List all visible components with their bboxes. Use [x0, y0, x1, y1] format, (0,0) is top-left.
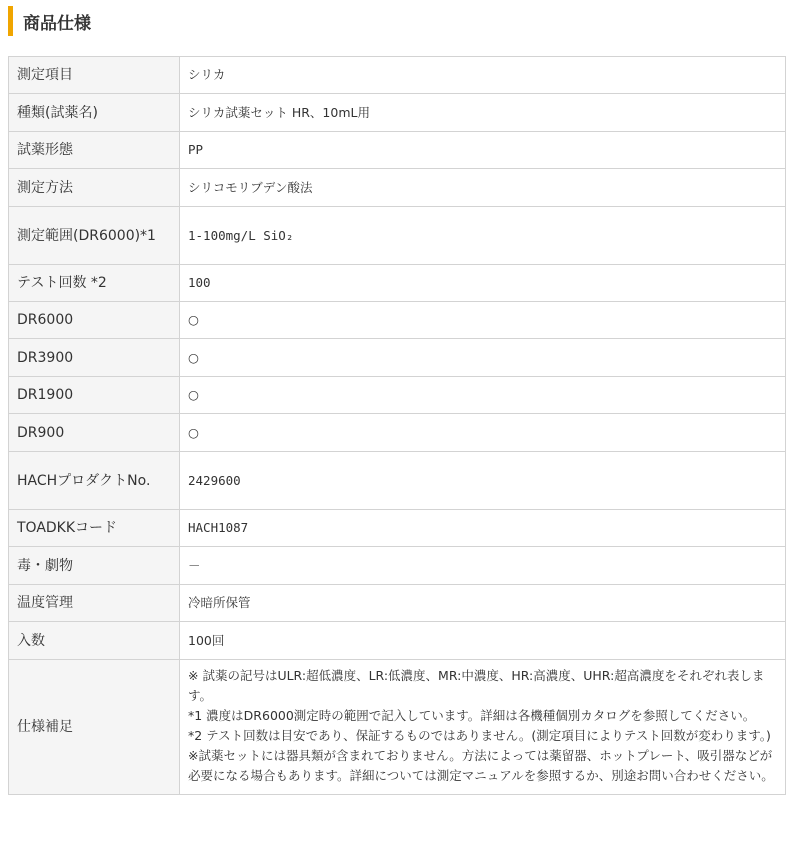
row-value: ○	[180, 339, 786, 377]
table-row	[9, 414, 786, 452]
row-value: 冷暗所保管	[180, 585, 786, 622]
row-value: ○	[180, 302, 786, 339]
row-label: 温度管理	[9, 585, 180, 622]
note-line: *1 濃度はDR6000測定時の範囲で記入しています。詳細は各機種個別カタログを参照してください。	[188, 708, 756, 723]
note-line: ※試薬セットには器具類が含まれておりません。方法によっては薬留器、ホットプレート、吸引器などが必要になる場合もあります。詳細については測定マニュアルを参照するか、別途お問い合わせください。	[188, 748, 774, 783]
row-label: DR3900	[9, 339, 180, 377]
notes-cell	[180, 660, 786, 795]
row-value: PP	[180, 132, 786, 169]
table-row	[9, 622, 786, 660]
row-label: HACHプロダクトNo.	[9, 452, 180, 510]
row-label: DR1900	[9, 377, 180, 414]
table-row	[9, 57, 786, 94]
table-row	[9, 510, 786, 547]
row-label: 測定範囲(DR6000)*1	[9, 207, 180, 265]
note-line: ※ 試薬の記号はULR:超低濃度、LR:低濃度、MR:中濃度、HR:高濃度、UHR:超高濃度をそれぞれ表します。	[188, 668, 765, 703]
row-label: DR900	[9, 414, 180, 452]
table-row	[9, 94, 786, 132]
row-label: 種類(試薬名)	[9, 94, 180, 132]
row-value: シリコモリブデン酸法	[180, 169, 786, 207]
row-value: 100回	[180, 622, 786, 660]
row-label: 測定項目	[9, 57, 180, 94]
table-row	[9, 377, 786, 414]
section-title: 商品仕様	[23, 13, 91, 34]
table-row	[9, 265, 786, 302]
spec-table	[8, 56, 786, 795]
row-label: 入数	[9, 622, 180, 660]
table-row	[9, 132, 786, 169]
table-row	[9, 207, 786, 265]
row-value: ○	[180, 377, 786, 414]
row-value: シリカ試薬セット HR、10mL用	[180, 94, 786, 132]
table-row	[9, 169, 786, 207]
row-value: シリカ	[180, 57, 786, 94]
row-value: －	[180, 547, 786, 585]
section-heading	[8, 6, 91, 36]
table-row	[9, 585, 786, 622]
row-label: DR6000	[9, 302, 180, 339]
note-line: *2 テスト回数は目安であり、保証するものではありません。(測定項目によりテスト回数が変わります。)	[188, 728, 771, 743]
row-value: 100	[180, 265, 786, 302]
row-value: 1-100mg/L SiO₂	[180, 207, 786, 265]
row-value: ○	[180, 414, 786, 452]
row-label: 測定方法	[9, 169, 180, 207]
table-row-notes	[9, 660, 786, 795]
table-row	[9, 452, 786, 510]
table-row	[9, 302, 786, 339]
row-label: 仕様補足	[9, 660, 180, 795]
row-label: TOADKKコード	[9, 510, 180, 547]
table-row	[9, 339, 786, 377]
row-value: 2429600	[180, 452, 786, 510]
row-value: HACH1087	[180, 510, 786, 547]
row-label: 毒・劇物	[9, 547, 180, 585]
row-label: テスト回数 *2	[9, 265, 180, 302]
table-row	[9, 547, 786, 585]
row-label: 試薬形態	[9, 132, 180, 169]
